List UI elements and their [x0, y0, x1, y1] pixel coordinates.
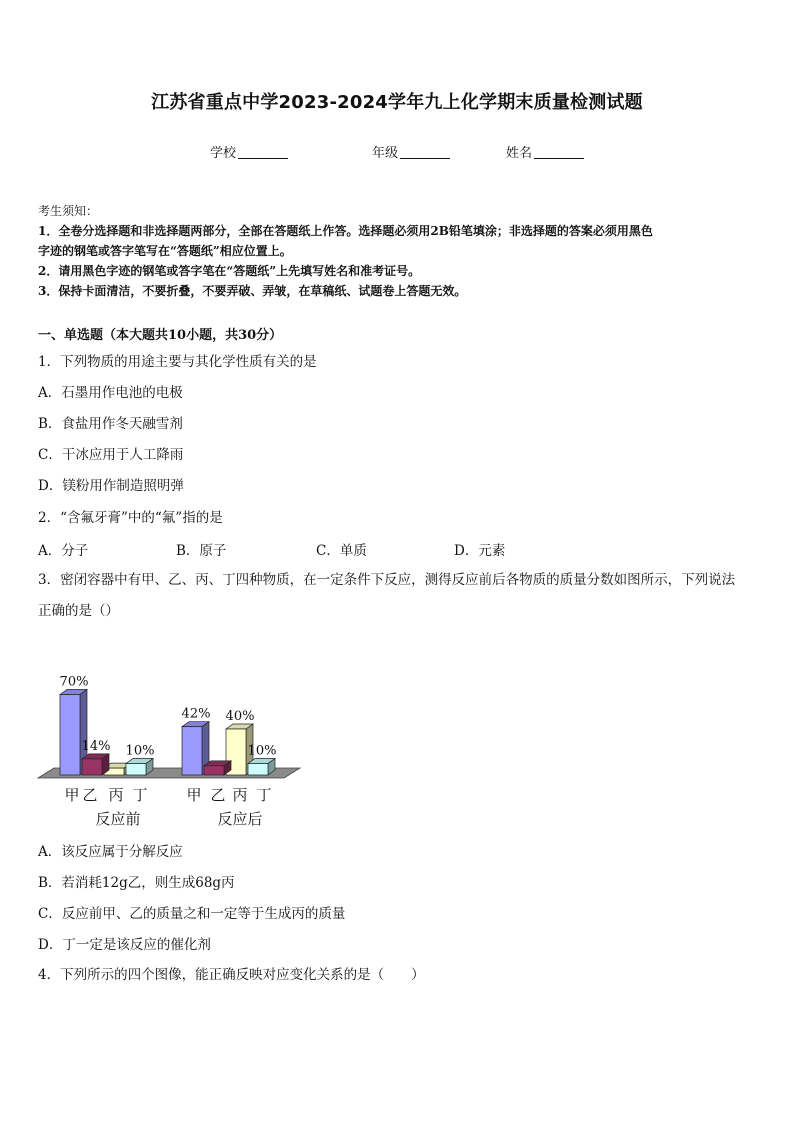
- notice-item: 1．全卷分选择题和非选择题两部分，全部在答题纸上作答。选择题必须用2B铅笔填涂；非选择题的答案必须用黑色: [38, 224, 653, 238]
- notice-item: 2．请用黑色字迹的钢笔或答字笔在“答题纸”上先填写姓名和准考证号。: [38, 264, 421, 278]
- question-1-option-d: D．镁粉用作制造照明弹: [38, 478, 184, 494]
- section-heading: 一、单选题（本大题共10小题，共30分）: [38, 328, 283, 343]
- category-label: 丁: [256, 786, 272, 804]
- question-1-stem: 1．下列物质的用途主要与其化学性质有关的是: [38, 354, 317, 370]
- category-label: 丙: [108, 786, 124, 804]
- name-label: 姓名: [506, 146, 533, 161]
- exam-notice: [38, 201, 760, 301]
- data-label: 10%: [247, 743, 277, 759]
- category-label: 甲: [186, 786, 202, 804]
- data-label: 42%: [181, 706, 211, 722]
- question-2-option-c: C．单质: [316, 543, 367, 559]
- notice-item: 3．保持卡面清洁，不要折叠，不要弄破、弄皱，在草稿纸、试题卷上答题无效。: [38, 284, 467, 298]
- data-label: 10%: [125, 743, 155, 759]
- grade-field: [372, 142, 450, 161]
- question-2-option-a: A．分子: [38, 543, 89, 559]
- question-1-option-a: A．石墨用作电池的电极: [38, 385, 183, 401]
- bar: [60, 695, 80, 776]
- notice-heading: 考生须知：: [38, 204, 99, 218]
- question-2-option-d: D．元素: [454, 543, 506, 559]
- page-title: 江苏省重点中学2023-2024学年九上化学期末质量检测试题: [151, 92, 643, 113]
- question-3-option-c: C．反应前甲、乙的质量之和一定等于生成丙的质量: [38, 906, 346, 922]
- category-label: 乙: [82, 786, 98, 804]
- grade-blank: [400, 158, 450, 159]
- notice-item: 字迹的钢笔或答字笔写在“答题纸”相应位置上。: [38, 244, 292, 258]
- bar: [182, 727, 202, 775]
- category-label: 丁: [132, 786, 148, 804]
- question-3-option-a: A．该反应属于分解反应: [38, 844, 183, 860]
- question-2-option-b: B．原子: [176, 543, 227, 559]
- school-blank: [238, 158, 288, 159]
- grade-label: 年级: [372, 146, 399, 161]
- group-label: 反应前: [95, 810, 141, 828]
- question-3-option-d: D．丁一定是该反应的催化剂: [38, 937, 211, 953]
- name-blank: [534, 158, 584, 159]
- name-field: [506, 142, 584, 161]
- category-label: 乙: [210, 786, 226, 804]
- question-1-option-b: B．食盐用作冬天融雪剂: [38, 416, 183, 432]
- question-2-stem: 2．“含氟牙膏”中的“氟”指的是: [38, 510, 223, 526]
- question-3-stem-line1: 3．密闭容器中有甲、乙、丙、丁四种物质，在一定条件下反应，测得反应前后各物质的质量分数如图所示，下列说法: [38, 572, 736, 588]
- data-label: 40%: [225, 709, 255, 724]
- question-4-stem: 4．下列所示的四个图像，能正确反映对应变化关系的是（ ）: [38, 967, 425, 983]
- category-label: 甲: [64, 786, 80, 804]
- data-label: 70%: [59, 674, 89, 690]
- data-label: 14%: [81, 738, 111, 754]
- question-3-stem-line2: 正确的是（）: [38, 603, 119, 619]
- group-label: 反应后: [217, 810, 263, 828]
- mass-fraction-bar-chart: [34, 630, 314, 830]
- bar: [82, 759, 102, 775]
- bar: [126, 764, 146, 776]
- school-field: [210, 142, 288, 161]
- question-3-option-b: B．若消耗12g乙，则生成68g丙: [38, 875, 235, 891]
- category-label: 丙: [232, 786, 248, 804]
- school-label: 学校: [210, 146, 237, 161]
- bar: [204, 766, 224, 775]
- question-1-option-c: C．干冰应用于人工降雨: [38, 447, 184, 463]
- bar: [248, 764, 268, 776]
